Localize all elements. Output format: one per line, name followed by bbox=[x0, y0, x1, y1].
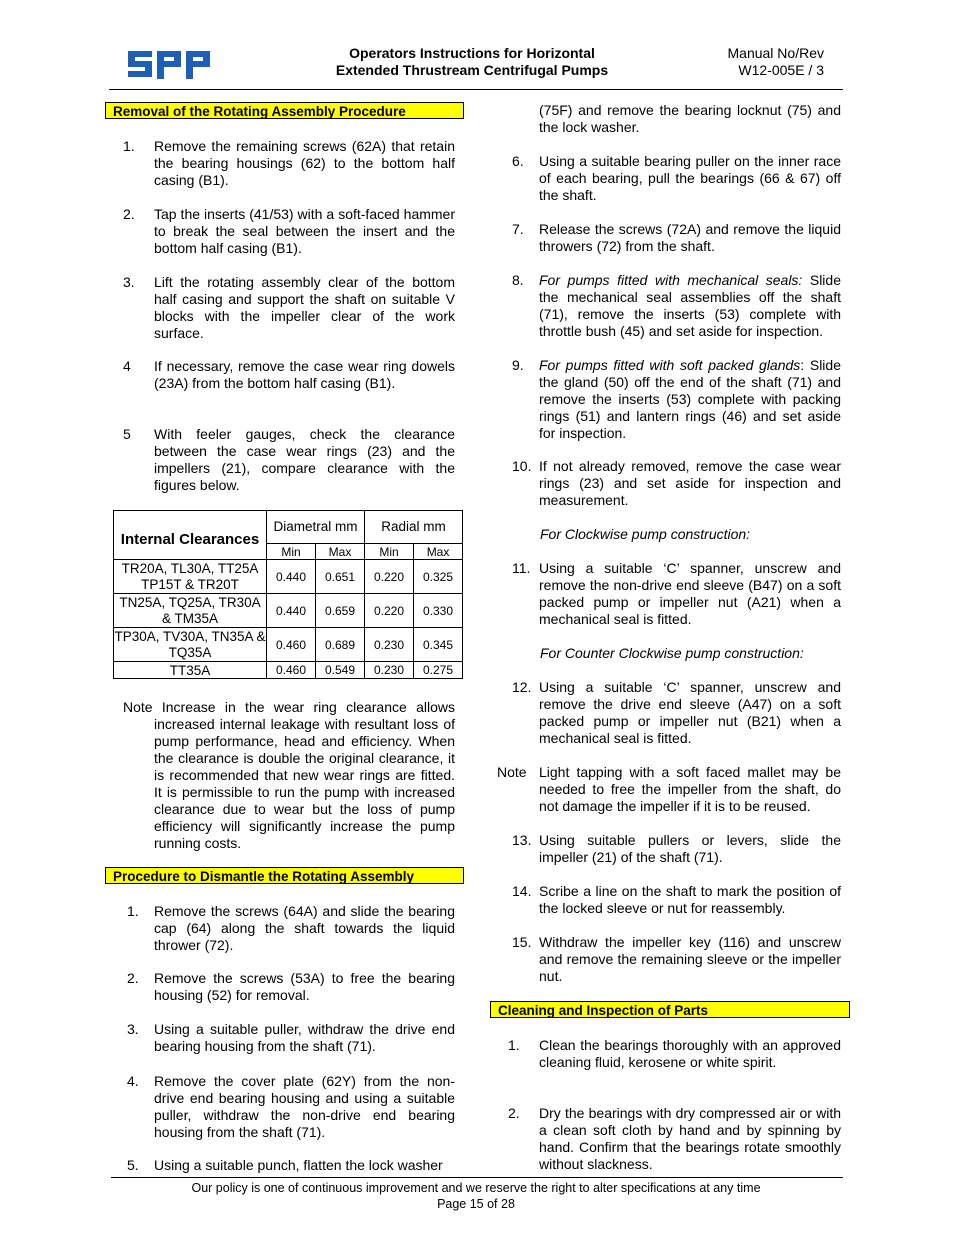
item-number: 15. bbox=[512, 934, 532, 950]
item-text: Using a suitable ‘C’ spanner, unscrew and remove the non-drive end sleeve (B47) on a soft packed pump or impeller nut (A21) when a mechanical seal is fitted. bbox=[539, 560, 841, 627]
clockwise-subheading: For Clockwise pump construction: bbox=[540, 526, 751, 542]
item-text: Dry the bearings with dry compressed air or with a clean soft cloth by hand and by spinning by hand. Confirm that the bearings rotate smoothly without slackness. bbox=[539, 1105, 841, 1172]
item-number: 6. bbox=[512, 153, 524, 169]
title-line-1: Operators Instructions for Horizontal bbox=[349, 45, 595, 61]
clearance-table bbox=[113, 510, 463, 679]
cell-d-max: 0.659 bbox=[316, 594, 365, 628]
item-text: Using a suitable puller, withdraw the drive end bearing housing from the shaft (71). bbox=[154, 1021, 455, 1054]
cell-d-min: 0.460 bbox=[267, 628, 316, 662]
manual-value: W12-005E / 3 bbox=[738, 62, 824, 78]
item-number: 9. bbox=[512, 357, 524, 373]
item-text: Clean the bearings thoroughly with an approved cleaning fluid, kerosene or white spirit. bbox=[539, 1037, 841, 1070]
item-number: 2. bbox=[127, 970, 139, 986]
cell-r-max: 0.325 bbox=[414, 560, 463, 594]
document-title bbox=[300, 45, 644, 79]
cell-d-min: 0.440 bbox=[267, 560, 316, 594]
item-text: Release the screws (72A) and remove the liquid throwers (72) from the shaft. bbox=[539, 221, 841, 254]
item-number: 10. bbox=[512, 458, 532, 474]
item-number: 3. bbox=[127, 1021, 139, 1037]
cell-r-max: 0.275 bbox=[414, 662, 463, 679]
row-label: TR20A, TL30A, TT25A TP15T & TR20T bbox=[114, 560, 267, 594]
item-text: Remove the cover plate (62Y) from the non-drive end bearing housing and using a suitable puller, withdraw the non-drive end bearing housing from the shaft (71). bbox=[154, 1073, 455, 1140]
note-body: Increase in the wear ring clearance allows increased internal leakage with resultant loss of pump performance, head and efficiency. When the clearance is double the original clearance, it is recommended that new wear rings are fitted. It is permissible to run the pump with increased clearance due to wear but the loss of pump efficiency will significantly increase the pump running costs. bbox=[154, 699, 455, 851]
table-corner-header: Internal Clearances bbox=[114, 511, 267, 560]
table-row bbox=[114, 560, 463, 594]
item-number: 7. bbox=[512, 221, 524, 237]
section-heading-removal: Removal of the Rotating Assembly Procedure bbox=[105, 102, 464, 119]
item-text: Scribe a line on the shaft to mark the position of the locked sleeve or nut for reassembly. bbox=[539, 883, 841, 916]
item-lead: For pumps fitted with mechanical seals: bbox=[539, 272, 803, 288]
cell-d-max: 0.689 bbox=[316, 628, 365, 662]
item-number: 2. bbox=[123, 206, 135, 222]
item-number: 2. bbox=[508, 1105, 520, 1121]
item-number: 1. bbox=[127, 903, 139, 919]
cell-r-max: 0.345 bbox=[414, 628, 463, 662]
col-max-header: Max bbox=[316, 544, 365, 560]
item-text: If necessary, remove the case wear ring dowels (23A) from the bottom half casing (B1). bbox=[154, 358, 455, 391]
item-text: Tap the inserts (41/53) with a soft-faced hammer to break the seal between the insert and the bottom half casing (B1). bbox=[154, 206, 455, 256]
note-label: Note bbox=[497, 764, 527, 780]
item-text: Using a suitable ‘C’ spanner, unscrew and remove the drive end sleeve (A47) on a soft packed pump or impeller nut (B21) when a mechanical seal is fitted. bbox=[539, 679, 841, 746]
section-heading-dismantle: Procedure to Dismantle the Rotating Assembly bbox=[105, 867, 464, 884]
item-number: 13. bbox=[512, 832, 532, 848]
cell-d-min: 0.460 bbox=[267, 662, 316, 679]
item-number: 5 bbox=[123, 426, 131, 442]
note-label: Note bbox=[123, 699, 153, 715]
item-number: 5. bbox=[127, 1157, 139, 1173]
note-text bbox=[154, 699, 455, 852]
item-lead: For pumps fitted with soft packed glands bbox=[539, 357, 801, 373]
item-text: Lift the rotating assembly clear of the bottom half casing and support the shaft on suitable V blocks with the impeller clear of the work surface. bbox=[154, 274, 455, 341]
item-text: Using a suitable punch, flatten the lock washer bbox=[154, 1157, 443, 1173]
item-number: 8. bbox=[512, 272, 524, 288]
footer-rule bbox=[111, 1177, 843, 1178]
item-text: If not already removed, remove the case wear rings (23) and set aside for inspection and measurement. bbox=[539, 458, 841, 508]
title-line-2: Extended Thrustream Centrifugal Pumps bbox=[335, 62, 609, 78]
page-number: Page 15 of 28 bbox=[437, 1197, 515, 1211]
row-label: TN25A, TQ25A, TR30A & TM35A bbox=[114, 594, 267, 628]
item-text: Using a suitable bearing puller on the inner race of each bearing, pull the bearings (66 & 67) off the shaft. bbox=[539, 153, 841, 203]
col-radial-header: Radial mm bbox=[365, 511, 463, 544]
row-label: TT35A bbox=[114, 662, 267, 679]
manual-label: Manual No/Rev bbox=[727, 45, 824, 61]
item-text: Remove the screws (53A) to free the bearing housing (52) for removal. bbox=[154, 970, 455, 1003]
col-diametral-header: Diametral mm bbox=[267, 511, 365, 544]
item-number: 4. bbox=[127, 1073, 139, 1089]
item-text bbox=[539, 357, 841, 442]
page-footer bbox=[109, 1180, 843, 1212]
cell-r-min: 0.230 bbox=[365, 662, 414, 679]
cell-r-max: 0.330 bbox=[414, 594, 463, 628]
counter-clockwise-subheading: For Counter Clockwise pump construction: bbox=[540, 645, 804, 661]
header-rule bbox=[109, 89, 843, 90]
manual-number bbox=[690, 45, 824, 79]
item-number: 4 bbox=[123, 358, 131, 374]
cell-d-max: 0.549 bbox=[316, 662, 365, 679]
item-text: Remove the screws (64A) and slide the bearing cap (64) along the shaft towards the liquid thrower (72). bbox=[154, 903, 455, 953]
item-number: 12. bbox=[512, 679, 532, 695]
item-text bbox=[539, 272, 841, 340]
table-row bbox=[114, 662, 463, 679]
spp-logo bbox=[128, 48, 212, 80]
col-min-header: Min bbox=[365, 544, 414, 560]
section-heading-cleaning: Cleaning and Inspection of Parts bbox=[490, 1001, 850, 1018]
item-number: 11. bbox=[512, 560, 531, 576]
col-max-header: Max bbox=[414, 544, 463, 560]
footer-policy: Our policy is one of continuous improvement and we reserve the right to alter specifications at any time bbox=[191, 1181, 761, 1195]
cell-r-min: 0.220 bbox=[365, 560, 414, 594]
cell-r-min: 0.230 bbox=[365, 628, 414, 662]
item-number: 14. bbox=[512, 883, 532, 899]
item-number: 1. bbox=[508, 1037, 520, 1053]
item-text: Using suitable pullers or levers, slide the impeller (21) of the shaft (71). bbox=[539, 832, 841, 865]
item-text: Remove the remaining screws (62A) that retain the bearing housings (62) to the bottom half casing (B1). bbox=[154, 138, 455, 188]
cell-r-min: 0.220 bbox=[365, 594, 414, 628]
item-text: (75F) and remove the bearing locknut (75) and the lock washer. bbox=[539, 102, 841, 135]
row-label: TP30A, TV30A, TN35A & TQ35A bbox=[114, 628, 266, 660]
item-body: : Slide the gland (50) off the end of the shaft (71) and remove the inserts (53) complete with packing rings (51) and lantern rings (46) and set aside for inspection. bbox=[539, 357, 841, 441]
table-row bbox=[114, 594, 463, 628]
item-body: Slide the mechanical seal assemblies off the shaft (71), remove the inserts (53) complete with throttle bush (45) and set aside for inspection. bbox=[539, 272, 841, 339]
table-row bbox=[114, 628, 463, 662]
item-text: With feeler gauges, check the clearance between the case wear rings (23) and the impellers (21), compare clearance with the figures below. bbox=[154, 426, 455, 493]
item-text: Withdraw the impeller key (116) and unscrew and remove the remaining sleeve or the impeller nut. bbox=[539, 934, 841, 984]
cell-d-max: 0.651 bbox=[316, 560, 365, 594]
note-text: Light tapping with a soft faced mallet may be needed to free the impeller from the shaft, do not damage the impeller if it is to be reused. bbox=[539, 764, 841, 814]
cell-d-min: 0.440 bbox=[267, 594, 316, 628]
col-min-header: Min bbox=[267, 544, 316, 560]
item-number: 1. bbox=[123, 138, 135, 154]
item-number: 3. bbox=[123, 274, 135, 290]
